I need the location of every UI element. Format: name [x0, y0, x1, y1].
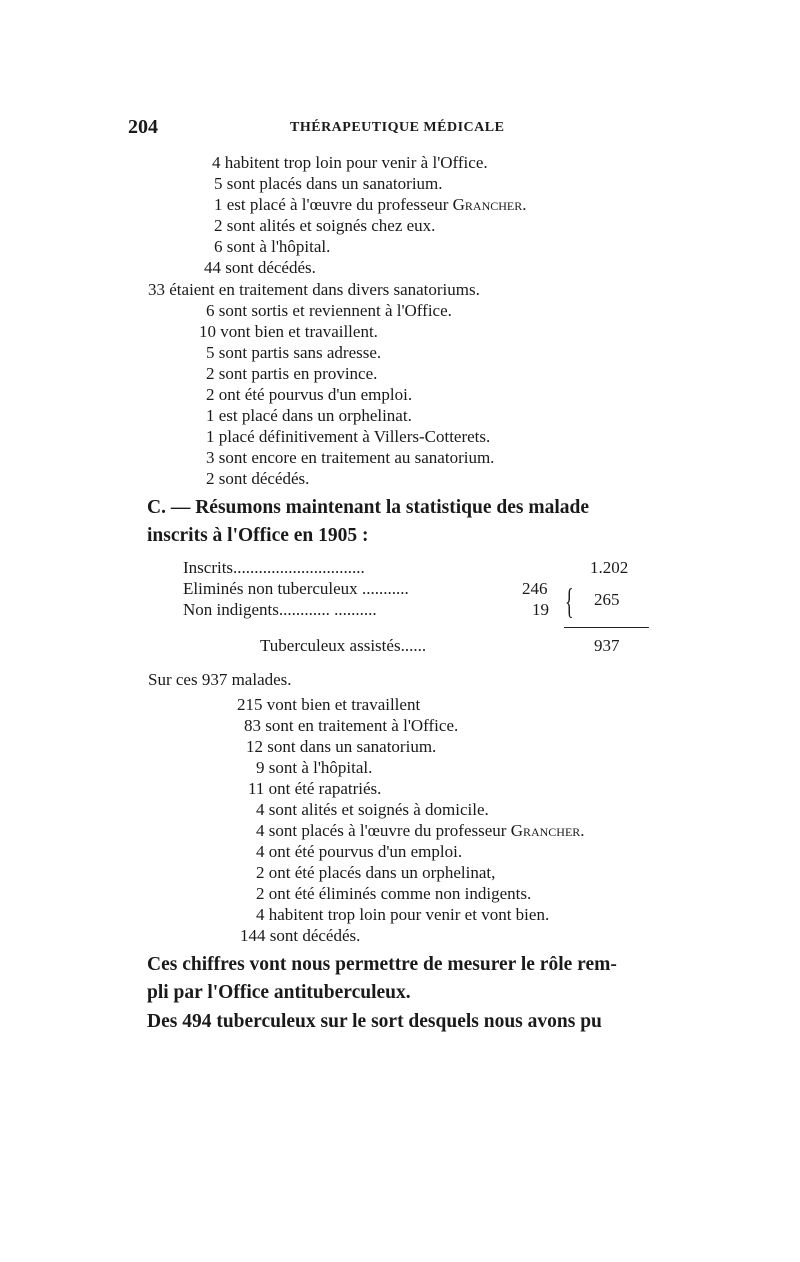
list-item: 5 sont partis sans adresse.	[206, 343, 382, 362]
row-label: Non indigents	[183, 600, 279, 619]
list-item: 144 sont décédés.	[240, 926, 361, 945]
name-grancher: Grancher.	[510, 821, 585, 840]
list-item: 2 ont été pourvus d'un emploi.	[206, 385, 413, 404]
list-item: 215 vont bien et travaillent	[237, 695, 421, 714]
list-item: 4 sont placés à l'œuvre du professeur Grancher.	[256, 821, 585, 840]
sum-rule	[564, 627, 649, 628]
value-assistes: 937	[594, 636, 620, 655]
list-item: 2 sont alités et soignés chez eux.	[214, 216, 436, 235]
row-elimines	[183, 579, 409, 599]
value-non-indigents: 19	[532, 600, 549, 619]
list-item: 2 ont été placés dans un orphelinat,	[256, 863, 496, 882]
list-item: 9 sont à l'hôpital.	[256, 758, 373, 777]
sur-ces-line: Sur ces 937 malades.	[148, 670, 292, 689]
list-item: 83 sont en traitement à l'Office.	[244, 716, 459, 735]
leader-dots: ......	[400, 636, 427, 655]
list-item: 11 ont été rapatriés.	[248, 779, 382, 798]
value-subtotal: 265	[594, 590, 620, 609]
list-item: 4 ont été pourvus d'un emploi.	[256, 842, 463, 861]
row-label: Eliminés non tuberculeux	[183, 579, 358, 598]
row-assistes	[260, 636, 426, 656]
page-number: 204	[128, 116, 158, 138]
list-item: 4 sont alités et soignés à domicile.	[256, 800, 489, 819]
list-item: 1 est placé à l'œuvre du professeur Grancher.	[214, 195, 527, 214]
leader-dots: ............ ..........	[278, 600, 377, 619]
list-item: 2 ont été éliminés comme non indigents.	[256, 884, 532, 903]
list-item: 1 est placé dans un orphelinat.	[206, 406, 412, 425]
brace-symbol: {	[565, 581, 574, 621]
list-item: 6 sont sortis et reviennent à l'Office.	[206, 301, 452, 320]
list-item: 1 placé définitivement à Villers-Cotterets.	[206, 427, 491, 446]
section-c-line-2: inscrits à l'Office en 1905 :	[147, 525, 369, 546]
list-item: 3 sont encore en traitement au sanatorium.	[206, 448, 495, 467]
row-inscrits	[183, 558, 365, 578]
list-item: 10 vont bien et travaillent.	[199, 322, 378, 341]
conclusion-line-1: Ces chiffres vont nous permettre de mesurer le rôle rem-	[147, 954, 617, 975]
row-non-indigents	[183, 600, 377, 620]
list-item: 2 sont partis en province.	[206, 364, 378, 383]
leader-dots: ...........	[361, 579, 409, 598]
list-item: 33 étaient en traitement dans divers sanatoriums.	[148, 280, 480, 299]
section-c-line-1: C. — Résumons maintenant la statistique des malade	[147, 497, 590, 518]
row-label: Inscrits	[183, 558, 234, 577]
leader-dots: ...............................	[233, 558, 365, 577]
list-item: 12 sont dans un sanatorium.	[246, 737, 437, 756]
list-item: 4 habitent trop loin pour venir à l'Office.	[212, 153, 488, 172]
value-elimines: 246	[522, 579, 548, 598]
name-grancher: Grancher.	[452, 195, 527, 214]
conclusion-line-3: Des 494 tuberculeux sur le sort desquels nous avons pu	[147, 1011, 602, 1032]
value-inscrits: 1.202	[590, 558, 629, 577]
list-item: 44 sont décédés.	[204, 258, 316, 277]
conclusion-line-2: pli par l'Office antituberculeux.	[147, 982, 411, 1003]
list-item: 4 habitent trop loin pour venir et vont bien.	[256, 905, 550, 924]
list-item: 5 sont placés dans un sanatorium.	[214, 174, 443, 193]
running-title: THÉRAPEUTIQUE MÉDICALE	[290, 120, 505, 135]
list-item: 2 sont décédés.	[206, 469, 310, 488]
row-label: Tuberculeux assistés	[260, 636, 401, 655]
list-item: 6 sont à l'hôpital.	[214, 237, 331, 256]
